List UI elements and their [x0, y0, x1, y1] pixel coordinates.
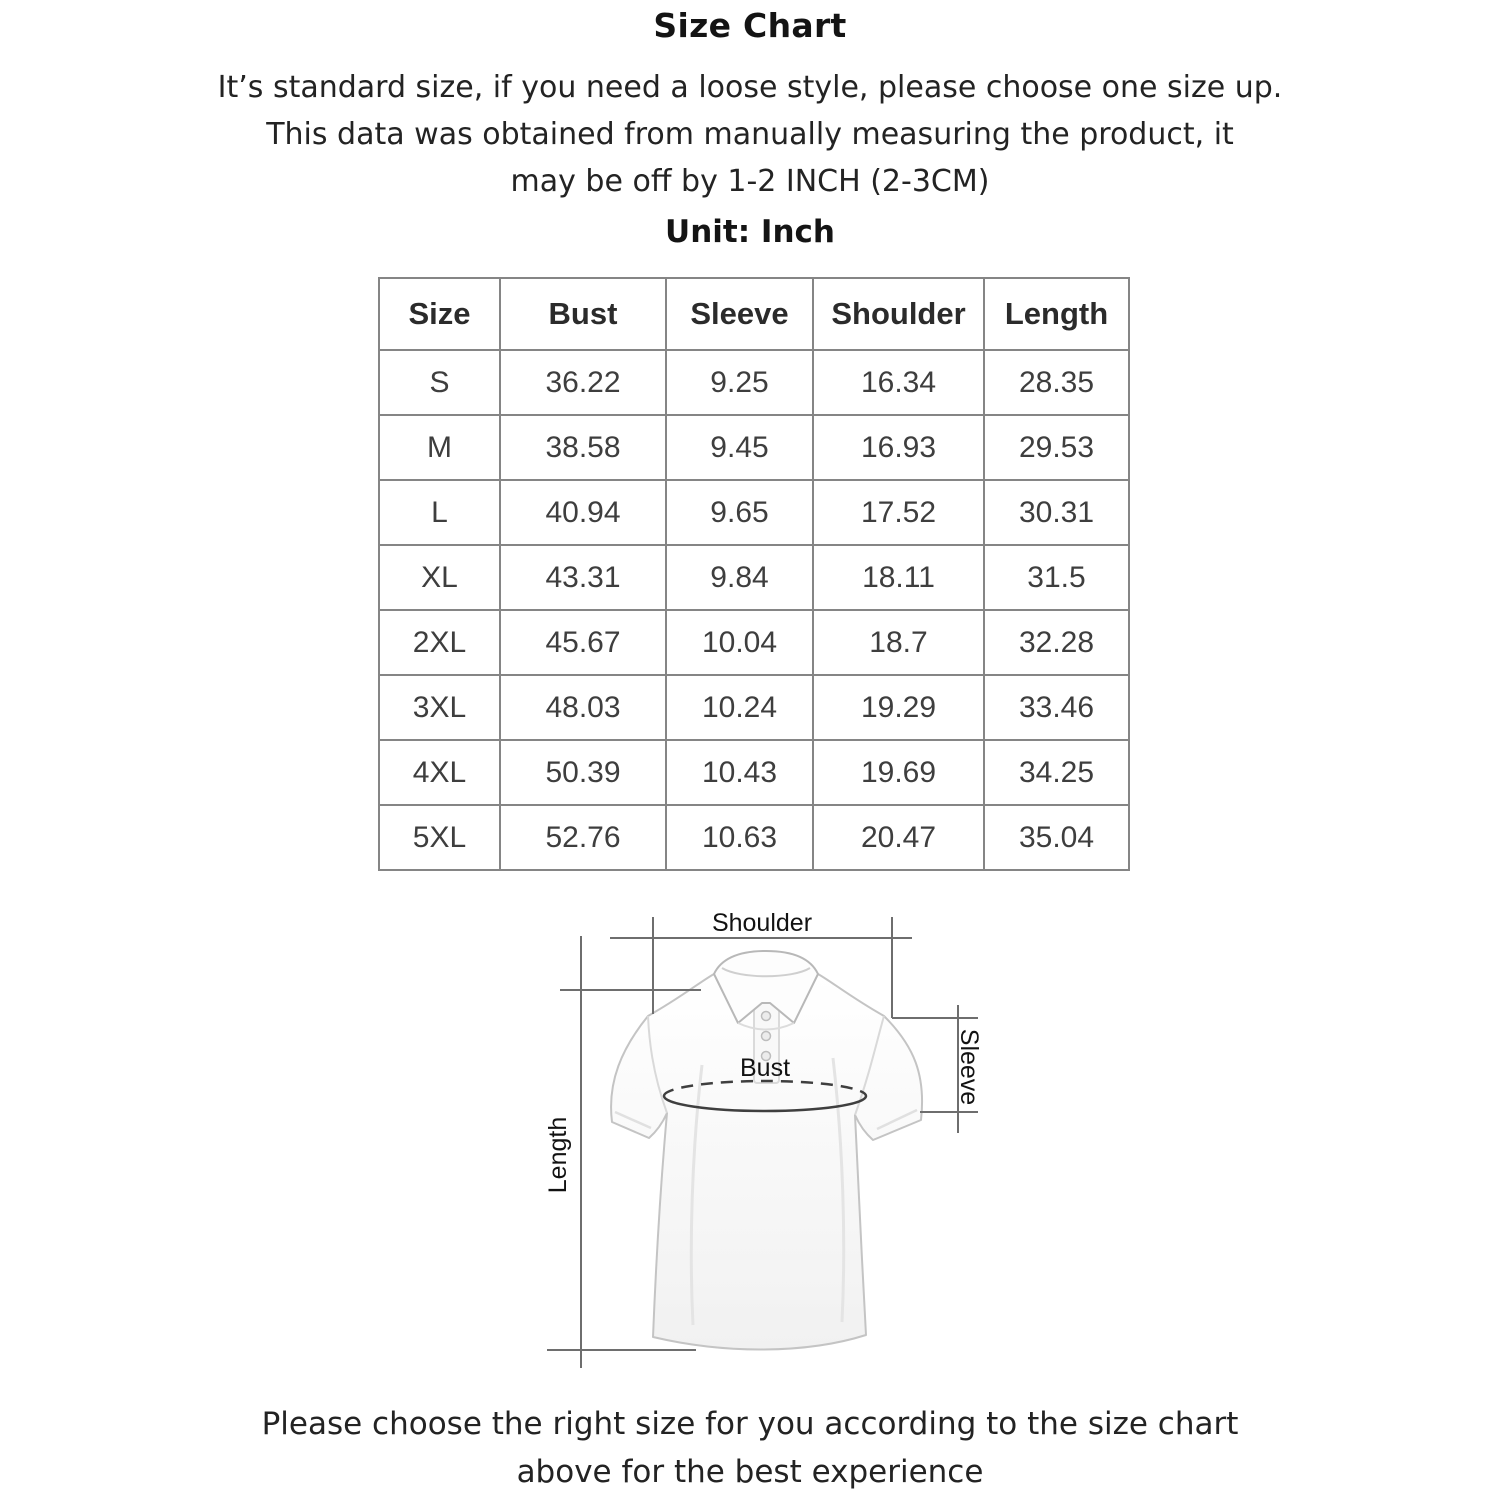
table-row [379, 545, 1129, 610]
cell-bust: 45.67 [500, 610, 666, 675]
cell-sleeve: 10.63 [666, 805, 813, 870]
cell-size: XL [379, 545, 500, 610]
cell-length: 34.25 [984, 740, 1129, 805]
cell-length: 30.31 [984, 480, 1129, 545]
sizing-note-line-2: This data was obtained from manually measuring the product, it [266, 117, 1234, 152]
header-length: Length [984, 278, 1129, 350]
table-row [379, 610, 1129, 675]
cell-size: 5XL [379, 805, 500, 870]
table-row [379, 350, 1129, 415]
page-title: Size Chart [653, 6, 847, 45]
cell-size: S [379, 350, 500, 415]
bust-dim-label: Bust [739, 1054, 791, 1082]
cell-shoulder: 16.93 [813, 415, 984, 480]
cell-bust: 43.31 [500, 545, 666, 610]
cell-shoulder: 18.11 [813, 545, 984, 610]
sleeve-dim-label: Sleeve [955, 1028, 983, 1106]
cell-length: 33.46 [984, 675, 1129, 740]
cell-bust: 50.39 [500, 740, 666, 805]
length-dim-label: Length [544, 1116, 572, 1194]
cell-shoulder: 20.47 [813, 805, 984, 870]
table-row [379, 415, 1129, 480]
cell-size: L [379, 480, 500, 545]
header-sleeve: Sleeve [666, 278, 813, 350]
cell-shoulder: 19.29 [813, 675, 984, 740]
cell-size: 3XL [379, 675, 500, 740]
header-shoulder: Shoulder [813, 278, 984, 350]
sizing-note [0, 64, 1500, 205]
cell-length: 28.35 [984, 350, 1129, 415]
cell-bust: 52.76 [500, 805, 666, 870]
sizing-note-line-3: may be off by 1-2 INCH (2-3CM) [510, 164, 990, 199]
cell-bust: 38.58 [500, 415, 666, 480]
size-table [378, 277, 1130, 871]
footer-note [0, 1400, 1500, 1496]
polo-shirt-illustration [611, 951, 922, 1350]
cell-size: M [379, 415, 500, 480]
cell-sleeve: 9.45 [666, 415, 813, 480]
measurement-diagram [540, 898, 1010, 1390]
table-row [379, 675, 1129, 740]
cell-sleeve: 10.43 [666, 740, 813, 805]
shoulder-dim-label: Shoulder [711, 909, 813, 937]
cell-sleeve: 9.65 [666, 480, 813, 545]
cell-sleeve: 10.04 [666, 610, 813, 675]
unit-label: Unit: Inch [665, 214, 835, 250]
cell-shoulder: 17.52 [813, 480, 984, 545]
table-row [379, 740, 1129, 805]
cell-size: 2XL [379, 610, 500, 675]
cell-shoulder: 18.7 [813, 610, 984, 675]
cell-size: 4XL [379, 740, 500, 805]
cell-sleeve: 9.84 [666, 545, 813, 610]
header-bust: Bust [500, 278, 666, 350]
footer-note-line-2: above for the best experience [516, 1454, 984, 1490]
button [762, 1012, 771, 1021]
header-size: Size [379, 278, 500, 350]
cell-shoulder: 16.34 [813, 350, 984, 415]
cell-bust: 48.03 [500, 675, 666, 740]
cell-length: 29.53 [984, 415, 1129, 480]
button [762, 1032, 771, 1041]
cell-sleeve: 10.24 [666, 675, 813, 740]
cell-sleeve: 9.25 [666, 350, 813, 415]
cell-length: 35.04 [984, 805, 1129, 870]
cell-bust: 40.94 [500, 480, 666, 545]
table-row [379, 480, 1129, 545]
cell-length: 32.28 [984, 610, 1129, 675]
sizing-note-line-1: It’s standard size, if you need a loose style, please choose one size up. [217, 70, 1283, 105]
footer-note-line-1: Please choose the right size for you according to the size chart [261, 1406, 1239, 1442]
cell-shoulder: 19.69 [813, 740, 984, 805]
table-header-row [379, 278, 1129, 350]
table-row [379, 805, 1129, 870]
cell-length: 31.5 [984, 545, 1129, 610]
cell-bust: 36.22 [500, 350, 666, 415]
